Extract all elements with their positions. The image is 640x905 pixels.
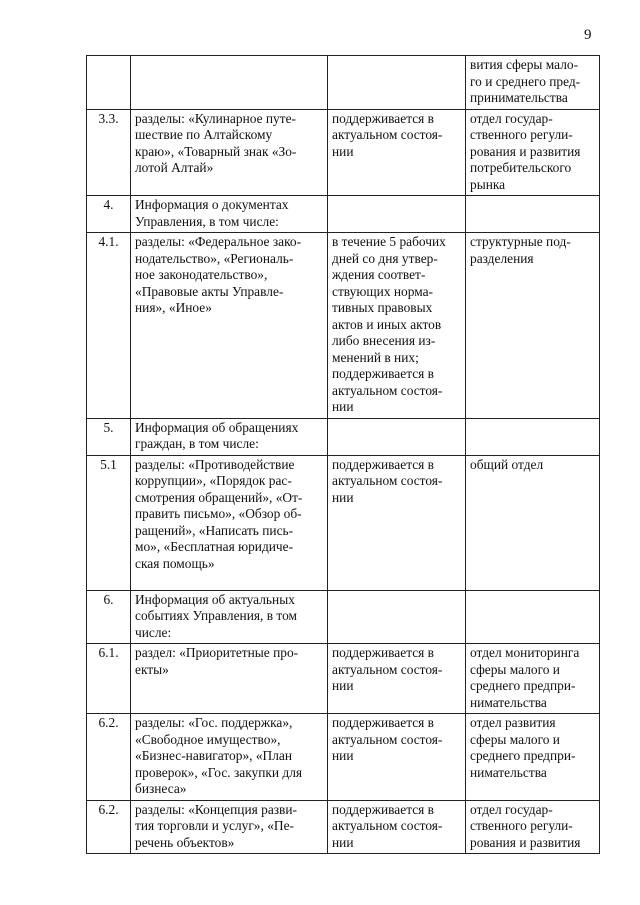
table-row — [87, 714, 600, 801]
responsible-cell — [466, 800, 600, 854]
row-number-cell — [87, 455, 131, 590]
row-number-cell — [87, 233, 131, 419]
table-row — [87, 56, 600, 110]
responsible-cell — [466, 196, 600, 233]
responsible-cell — [466, 109, 600, 196]
responsible-cell-text: структурные под- разделения — [470, 234, 571, 266]
section-cell — [131, 590, 328, 644]
period-cell-text: поддерживается в актуальном состоя- нии — [332, 801, 443, 850]
section-cell-text: разделы: «Концепция разви- тия торговли и услуг», «Пе- речень объектов» — [135, 801, 298, 850]
section-cell-text: Информация об актуальных событиях Управления, в том числе: — [135, 591, 297, 640]
table-row — [87, 196, 600, 233]
row-number-cell-text: 5.1 — [100, 456, 117, 472]
section-cell — [131, 196, 328, 233]
period-cell — [328, 196, 466, 233]
responsible-cell-text: отдел мониторинга сферы малого и среднего предпри- нимательства — [470, 645, 580, 710]
row-number-cell-text: 3.3. — [98, 110, 119, 126]
table-body — [87, 56, 600, 854]
row-number-cell-text: 5. — [103, 419, 114, 435]
section-cell-text: разделы: «Противодействие коррупции», «Порядок рас- смотрения обращений», «От- править письмо», «Обзор об- ращений», «Написать пись- мо», «Бесплатная юридиче- ская помощь» — [135, 456, 303, 571]
section-cell — [131, 800, 328, 854]
row-number-cell — [87, 714, 131, 801]
row-number-cell-text: 6.2. — [98, 715, 119, 730]
row-number-cell — [87, 590, 131, 644]
section-cell-text: раздел: «Приоритетные про- екты» — [135, 645, 299, 677]
period-cell — [328, 800, 466, 854]
responsible-cell — [466, 644, 600, 714]
section-cell-text: Информация о документах Управления, в том числе: — [135, 197, 289, 229]
row-number-cell-text: 4.1. — [98, 234, 119, 249]
period-cell — [328, 233, 466, 419]
period-cell — [328, 590, 466, 644]
page-number: 9 — [584, 27, 592, 43]
responsible-cell — [466, 714, 600, 801]
table-row — [87, 800, 600, 854]
section-cell-text: Информация об обращениях граждан, в том числе: — [135, 419, 299, 451]
row-number-cell-text: 4. — [103, 197, 114, 212]
section-cell-text: разделы: «Гос. поддержка», «Свободное имущество», «Бизнес-навигатор», «План проверок», «Гос. закупки для бизнеса» — [135, 715, 303, 796]
section-cell-text: разделы: «Кулинарное путе- шествие по Алтайскому краю», «Товарный знак «Зо- лотой Алтай» — [135, 110, 297, 175]
responsible-cell — [466, 418, 600, 455]
section-cell — [131, 714, 328, 801]
period-cell — [328, 644, 466, 714]
period-cell-text: в течение 5 рабочих дней со дня утвер- ждения соответ- ствующих норма- тивных правовых актов и иных актов либо внесения из- менений в них; поддерживается в актуальном состоя- нии — [332, 234, 446, 414]
section-cell — [131, 455, 328, 590]
period-cell-text: поддерживается в актуальном состоя- нии — [332, 456, 443, 505]
section-cell — [131, 109, 328, 196]
section-cell — [131, 56, 328, 110]
section-cell — [131, 644, 328, 714]
period-cell-text: поддерживается в актуальном состоя- нии — [332, 645, 443, 693]
period-cell — [328, 455, 466, 590]
table-row — [87, 109, 600, 196]
period-cell — [328, 56, 466, 110]
row-number-cell — [87, 109, 131, 196]
row-number-cell — [87, 418, 131, 455]
responsible-cell-text: общий отдел — [470, 456, 544, 472]
table-row — [87, 455, 600, 590]
row-number-cell-text: 6.2. — [98, 801, 119, 817]
period-cell — [328, 109, 466, 196]
responsible-cell-text: вития сферы мало- го и среднего пред- принимательства — [470, 57, 581, 105]
section-cell — [131, 418, 328, 455]
period-cell — [328, 418, 466, 455]
responsible-cell-text: отдел развития сферы малого и среднего предпри- нимательства — [470, 715, 576, 780]
section-cell-text: разделы: «Федеральное зако- нодательство», «Региональ- ное законодательство», «Правовые акты Управле- ния», «Иное» — [135, 234, 302, 315]
responsible-cell-text: отдел государ- ственного регули- рования и развития потребительского рынка — [470, 110, 581, 192]
responsible-cell — [466, 455, 600, 590]
responsible-cell — [466, 56, 600, 110]
row-number-cell — [87, 56, 131, 110]
row-number-cell — [87, 644, 131, 714]
table-row — [87, 590, 600, 644]
section-cell — [131, 233, 328, 419]
row-number-cell — [87, 800, 131, 854]
document-table — [86, 55, 600, 854]
period-cell — [328, 714, 466, 801]
period-cell-text: поддерживается в актуальном состоя- нии — [332, 715, 443, 763]
period-cell-text: поддерживается в актуальном состоя- нии — [332, 110, 443, 159]
table-row — [87, 233, 600, 419]
row-number-cell — [87, 196, 131, 233]
table-row — [87, 418, 600, 455]
table-row — [87, 644, 600, 714]
responsible-cell — [466, 233, 600, 419]
responsible-cell — [466, 590, 600, 644]
row-number-cell-text: 6. — [103, 591, 114, 607]
responsible-cell-text: отдел государ- ственного регули- рования и развития — [470, 801, 581, 850]
row-number-cell-text: 6.1. — [98, 645, 119, 660]
